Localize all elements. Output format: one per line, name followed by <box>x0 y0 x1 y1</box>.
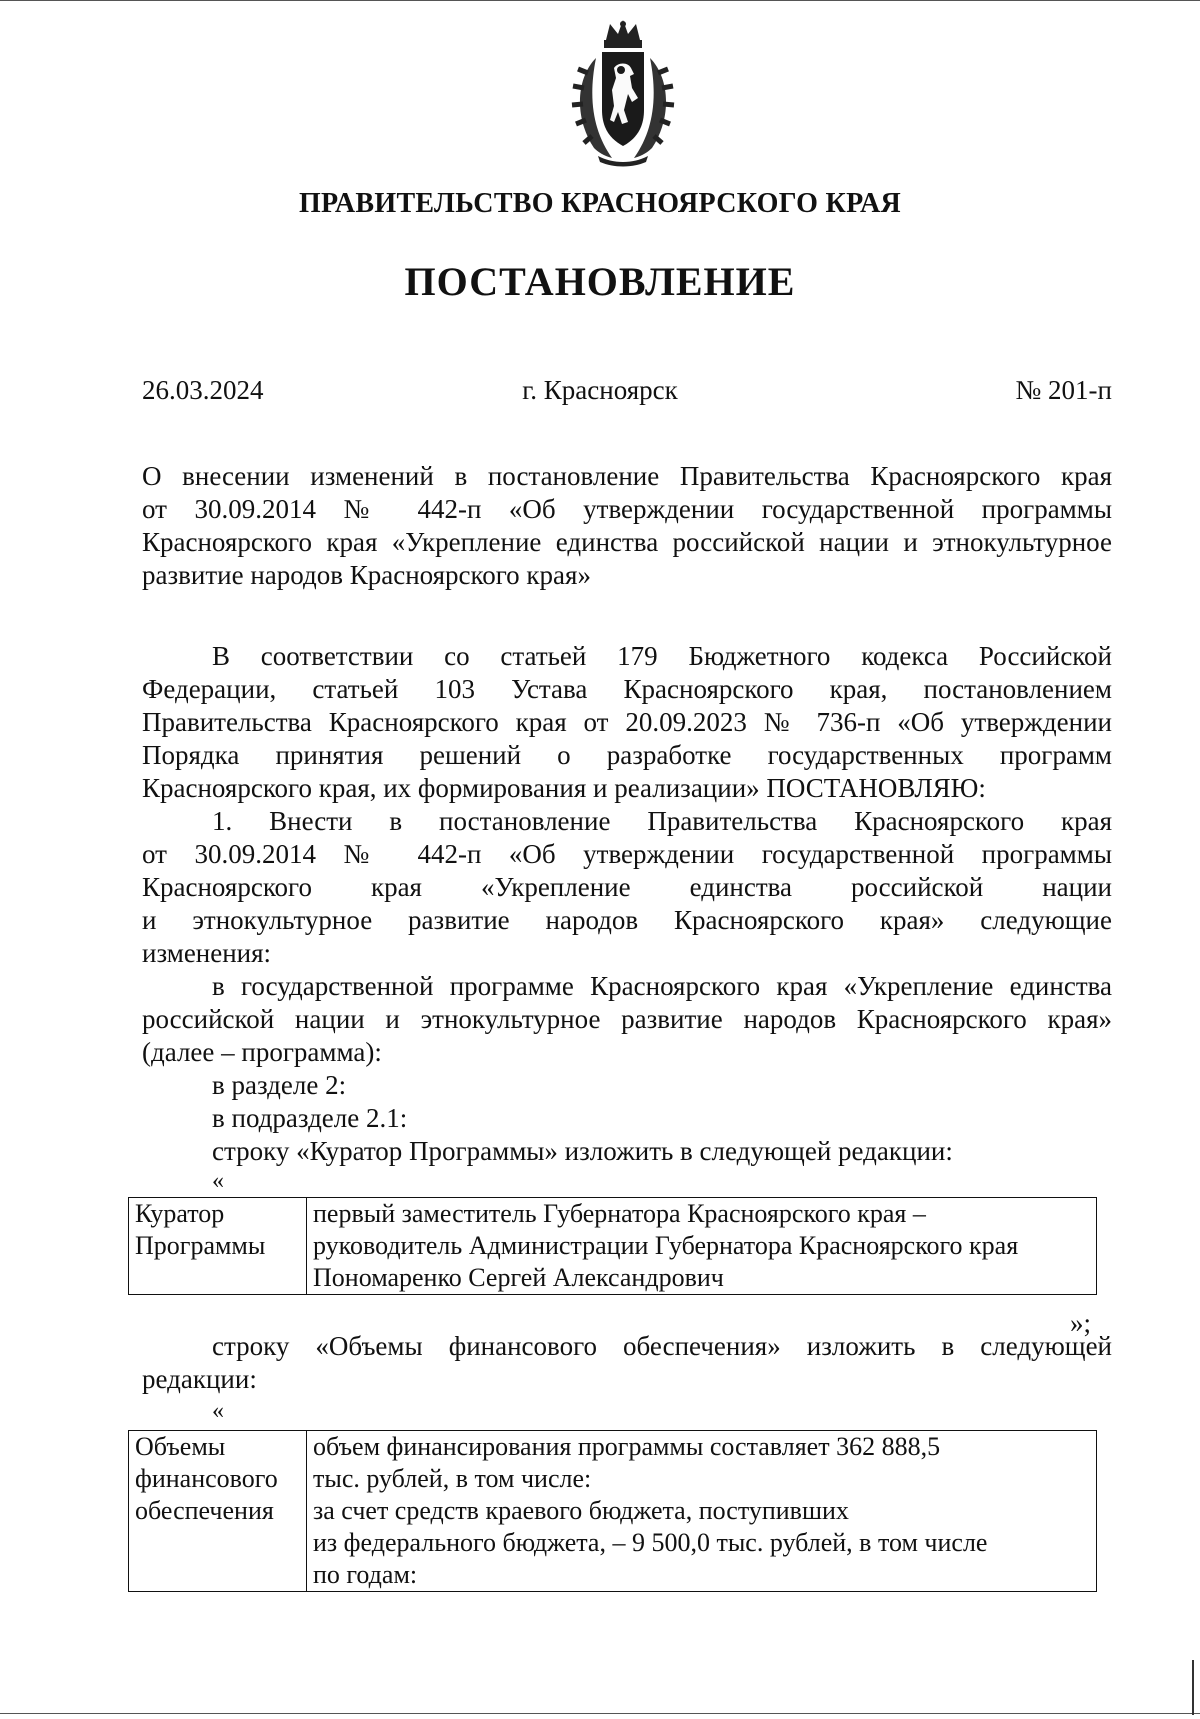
cell-line: Программы <box>135 1231 266 1260</box>
curator-table <box>128 1197 1097 1295</box>
opening-quote-mark: « <box>212 1168 224 1194</box>
document-date: 26.03.2024 <box>142 375 264 405</box>
cell-line: тыс. рублей, в том числе: <box>313 1464 592 1493</box>
body-line: Федерации, статьей 103 Устава Красноярского края, постановлением <box>142 674 1112 704</box>
financing-instruction <box>142 1330 1112 1396</box>
body-line: В соответствии со статьей 179 Бюджетного кодекса Российской <box>212 641 1112 671</box>
cell-line: Пономаренко Сергей Александрович <box>313 1263 724 1292</box>
cell-line: обеспечения <box>135 1496 274 1525</box>
subject-line: от 30.09.2014 № 442-п «Об утверждении государственной программы <box>142 494 1112 524</box>
curator-label-cell <box>129 1198 307 1295</box>
cell-line: первый заместитель Губернатора Красноярского края – <box>313 1199 926 1228</box>
subject-line: Красноярского края «Укрепление единства российской нации и этнокультурное <box>142 527 1112 557</box>
opening-quote-mark: « <box>212 1398 224 1424</box>
body-line: строку «Объемы финансового обеспечения» изложить в следующей <box>212 1331 1112 1361</box>
document-subject <box>142 460 1112 592</box>
table-row <box>129 1198 1097 1295</box>
cell-line: Куратор <box>135 1199 225 1228</box>
body-line: и этнокультурное развитие народов Красноярского края» следующие <box>142 905 1112 935</box>
body-line: Правительства Красноярского края от 20.09.2023 № 736-п «Об утверждении <box>142 707 1112 737</box>
scan-top-edge <box>0 0 1200 1</box>
cell-line: по годам: <box>313 1560 418 1589</box>
subject-line: О внесении изменений в постановление Правительства Красноярского края <box>142 461 1112 491</box>
coat-of-arms-emblem <box>568 18 678 168</box>
cell-line: финансового <box>135 1464 278 1493</box>
financing-table <box>128 1430 1097 1592</box>
body-line: от 30.09.2014 № 442-п «Об утверждении государственной программы <box>142 839 1112 869</box>
body-line: в подразделе 2.1: <box>212 1103 408 1133</box>
cell-line: из федерального бюджета, – 9 500,0 тыс. рублей, в том числе <box>313 1528 988 1557</box>
scan-corner-mark <box>1192 1660 1194 1715</box>
document-body <box>142 640 1112 1168</box>
cell-line: Объемы <box>135 1432 226 1461</box>
body-line: российской нации и этнокультурное развитие народов Красноярского края» <box>142 1004 1112 1034</box>
body-line: 1. Внести в постановление Правительства Красноярского края <box>212 806 1112 836</box>
cell-line: объем финансирования программы составляет 362 888,5 <box>313 1432 941 1461</box>
document-number: № 201-п <box>1015 375 1112 405</box>
body-line: Красноярского края, их формирования и реализации» ПОСТАНОВЛЯЮ: <box>142 773 986 803</box>
cell-line: за счет средств краевого бюджета, поступивших <box>313 1496 849 1525</box>
cell-line: руководитель Администрации Губернатора Красноярского края <box>313 1231 1019 1260</box>
body-line: изменения: <box>142 938 272 968</box>
body-line: в разделе 2: <box>212 1070 347 1100</box>
financing-label-cell <box>129 1431 307 1592</box>
government-title: ПРАВИТЕЛЬСТВО КРАСНОЯРСКОГО КРАЯ <box>298 188 902 219</box>
body-line: Порядка принятия решений о разработке государственных программ <box>142 740 1112 770</box>
financing-value-cell <box>307 1431 1097 1592</box>
body-line: Красноярского края «Укрепление единства российской нации <box>142 872 1112 902</box>
document-city: г. Красноярск <box>522 375 678 405</box>
table-row <box>129 1431 1097 1592</box>
body-line: (далее – программа): <box>142 1037 382 1067</box>
subject-line: развитие народов Красноярского края» <box>142 560 591 590</box>
scan-bottom-edge <box>0 1713 1200 1714</box>
closing-quote-mark: »; <box>1070 1308 1092 1338</box>
body-line: редакции: <box>142 1364 257 1394</box>
body-line: строку «Куратор Программы» изложить в следующей редакции: <box>212 1136 953 1166</box>
document-type-title: ПОСТАНОВЛЕНИЕ <box>404 259 796 304</box>
body-line: в государственной программе Красноярского края «Укрепление единства <box>212 971 1112 1001</box>
curator-value-cell <box>307 1198 1097 1295</box>
